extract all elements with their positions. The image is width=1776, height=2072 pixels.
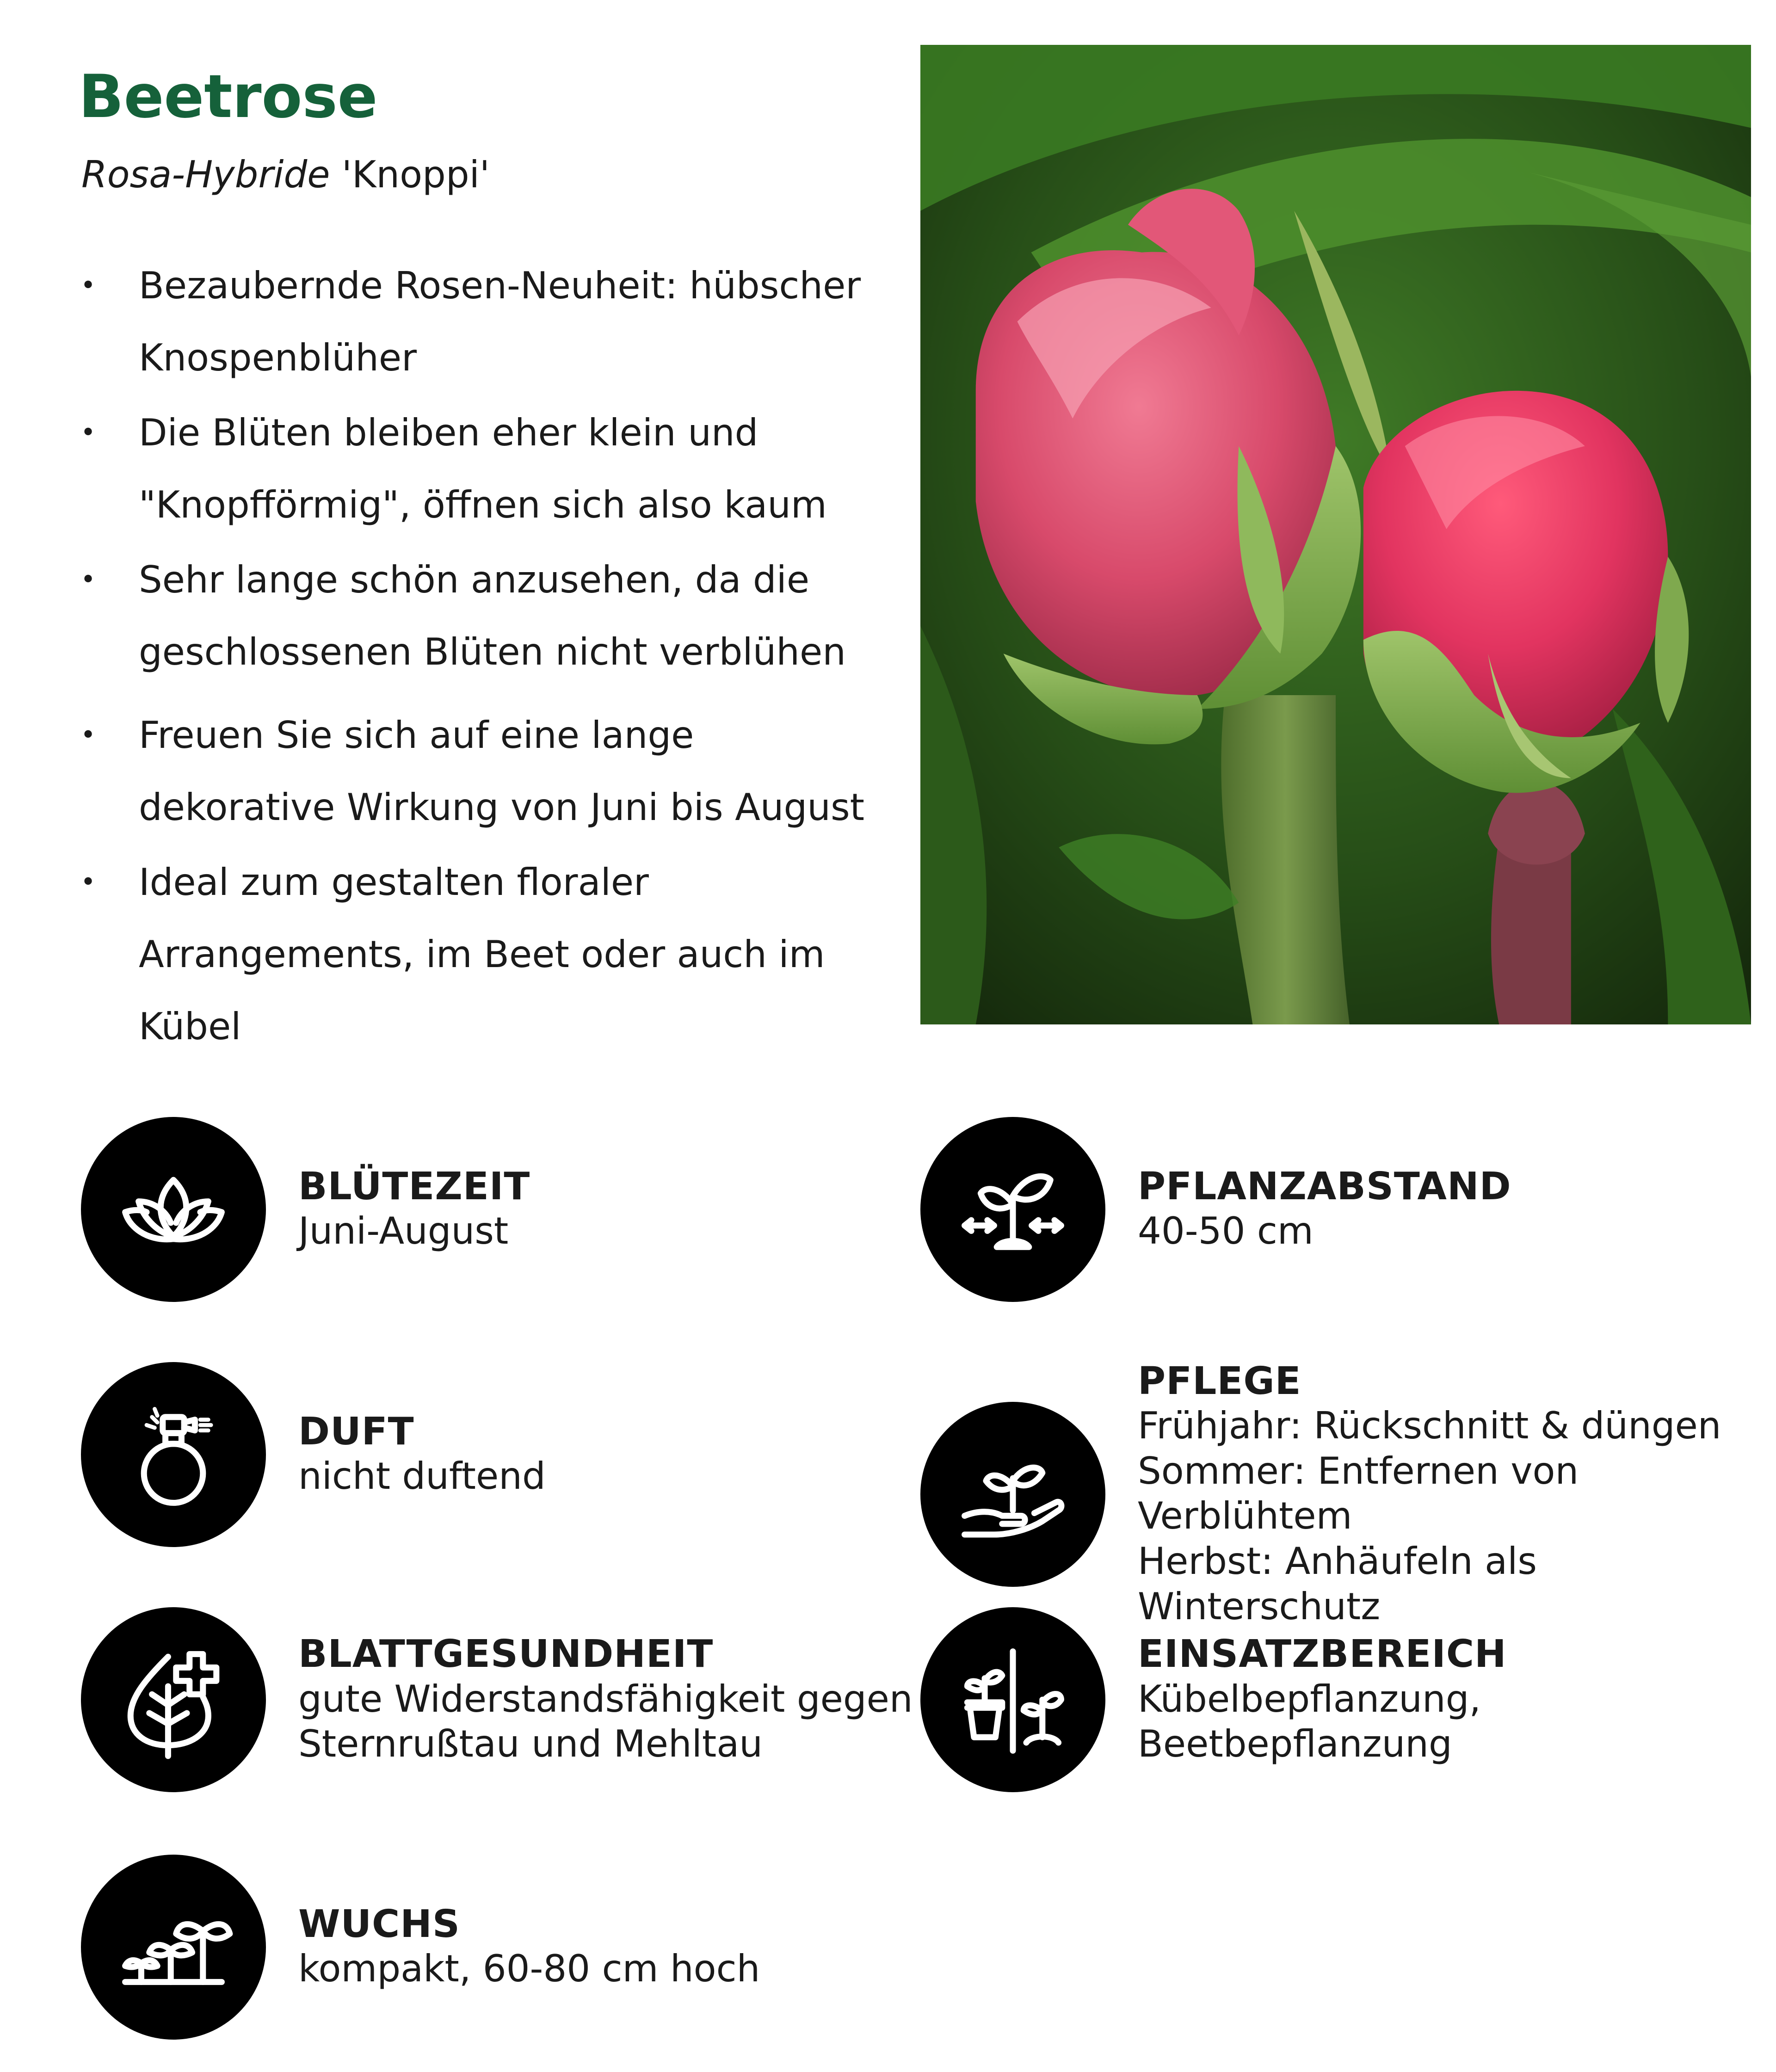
attribute-value: 40-50 cm xyxy=(1138,1209,1314,1253)
attribute-bluetezeit xyxy=(81,1117,530,1302)
latin-name: Rosa-Hybride xyxy=(81,153,330,196)
rose-bud-photo xyxy=(920,45,1751,1024)
cultivar-name: 'Knoppi' xyxy=(330,153,490,196)
feature-item: • Ideal zum gestalten floraler Arrangements, im Beet oder auch im Kübel xyxy=(79,846,893,1063)
perfume-bottle-icon xyxy=(81,1362,266,1547)
feature-item: • Sehr lange schön anzusehen, da die geschlossenen Blüten nicht verblühen xyxy=(79,544,893,688)
attribute-value-line: gute Widerstandsfähigkeit gegen xyxy=(298,1677,913,1720)
attribute-value-line: Sternrußtau und Mehltau xyxy=(298,1722,763,1766)
attribute-label: PFLEGE xyxy=(1138,1359,1301,1403)
leaf-health-icon xyxy=(81,1607,266,1792)
attribute-pflanzabstand xyxy=(920,1117,1511,1302)
attribute-einsatzbereich xyxy=(920,1607,1507,1792)
attribute-label: BLATTGESUNDHEIT xyxy=(298,1632,714,1677)
feature-item: • Die Blüten bleiben eher klein und "Knopfförmig", öffnen sich also kaum xyxy=(79,397,893,541)
lotus-flower-icon xyxy=(81,1117,266,1302)
attribute-label: DUFT xyxy=(298,1410,414,1454)
attribute-value-line: Herbst: Anhäufeln als Winterschutz xyxy=(1138,1540,1537,1628)
product-title: Beetrose xyxy=(79,62,378,131)
attribute-value-line: Kübelbepflanzung, xyxy=(1138,1677,1481,1720)
plant-spacing-icon xyxy=(920,1117,1105,1302)
attribute-label: BLÜTEZEIT xyxy=(298,1165,530,1209)
attribute-value-line: Frühjahr: Rückschnitt & düngen xyxy=(1138,1404,1721,1448)
hand-seedling-icon xyxy=(920,1402,1105,1587)
attribute-value: nicht duftend xyxy=(298,1455,546,1498)
attribute-value-line: Sommer: Entfernen von Verblühtem xyxy=(1138,1449,1579,1538)
attribute-wuchs xyxy=(81,1855,760,2040)
rose-bud-illustration xyxy=(920,45,1751,1024)
growth-sprouts-icon xyxy=(81,1855,266,2040)
attribute-label: WUCHS xyxy=(298,1902,460,1947)
attribute-value-line: Beetbepflanzung xyxy=(1138,1722,1452,1766)
feature-item: • Bezaubernde Rosen-Neuheit: hübscher Knospenblüher xyxy=(79,250,893,394)
attribute-pflege xyxy=(920,1360,1776,1629)
feature-list xyxy=(79,250,893,1063)
feature-item: • Freuen Sie sich auf eine lange dekorative Wirkung von Juni bis August xyxy=(79,699,893,844)
botanical-name xyxy=(81,153,490,197)
attribute-value: kompakt, 60-80 cm hoch xyxy=(298,1947,760,1991)
attribute-duft xyxy=(81,1362,546,1547)
attribute-value: Juni-August xyxy=(298,1209,509,1253)
attribute-label: EINSATZBEREICH xyxy=(1138,1632,1507,1677)
pot-and-bed-icon xyxy=(920,1607,1105,1792)
attribute-label: PFLANZABSTAND xyxy=(1138,1165,1511,1209)
attribute-blattgesundheit xyxy=(81,1607,913,1792)
